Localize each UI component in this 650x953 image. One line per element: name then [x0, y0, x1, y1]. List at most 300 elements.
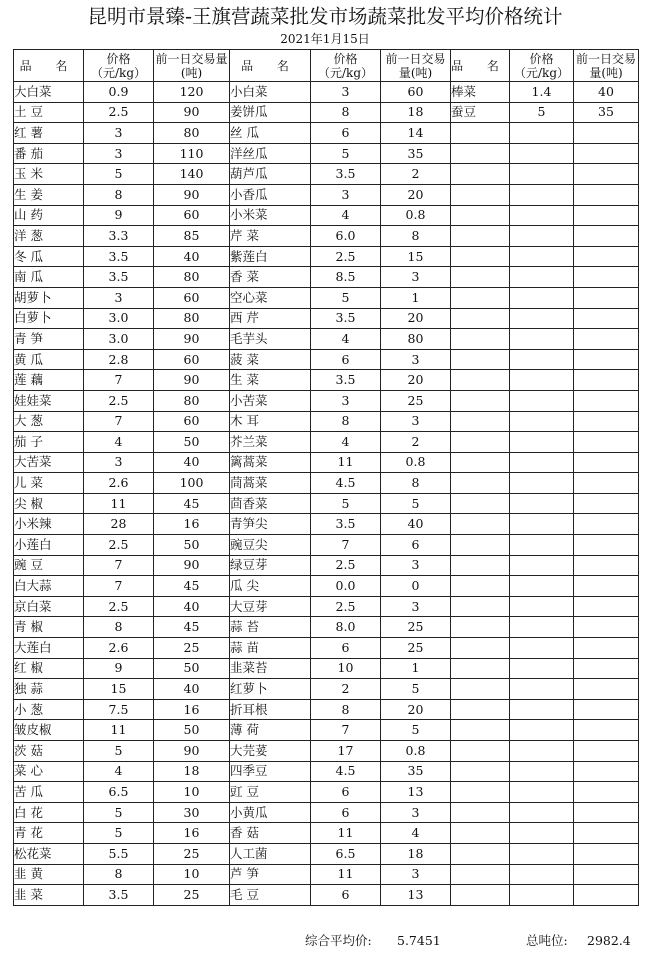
cell-price: 6: [311, 802, 381, 823]
cell-name: [451, 432, 510, 453]
cell-volume: [574, 658, 639, 679]
cell-volume: 90: [154, 555, 230, 576]
cell-volume: [574, 885, 639, 906]
cell-price: 4: [311, 329, 381, 350]
cell-name: 松花菜: [14, 843, 84, 864]
cell-price: [510, 452, 574, 473]
cell-price: 2.5: [311, 596, 381, 617]
cell-name: 玉 米: [14, 164, 84, 185]
table-row: [14, 699, 639, 720]
cell-name: 葫芦瓜: [230, 164, 311, 185]
cell-name: 篱蒿菜: [230, 452, 311, 473]
cell-name: [451, 287, 510, 308]
cell-name: 香 菇: [230, 823, 311, 844]
cell-name: [451, 246, 510, 267]
cell-price: 2.5: [84, 535, 154, 556]
cell-price: 2.5: [84, 596, 154, 617]
cell-volume: 2: [381, 432, 451, 453]
cell-volume: 1: [381, 658, 451, 679]
cell-name: 四季豆: [230, 761, 311, 782]
cell-price: 4.5: [311, 761, 381, 782]
cell-volume: 80: [154, 123, 230, 144]
header-volume: 前一日交易量(吨): [574, 50, 639, 82]
cell-volume: 35: [574, 102, 639, 123]
table-row: [14, 123, 639, 144]
cell-name: 番 茄: [14, 143, 84, 164]
cell-price: [510, 596, 574, 617]
table-row: [14, 473, 639, 494]
cell-price: 6: [311, 349, 381, 370]
cell-price: 6.0: [311, 226, 381, 247]
cell-name: 白大蒜: [14, 576, 84, 597]
cell-volume: 25: [154, 885, 230, 906]
cell-volume: [574, 679, 639, 700]
cell-name: 山 药: [14, 205, 84, 226]
cell-volume: 20: [381, 370, 451, 391]
table-row: [14, 782, 639, 803]
cell-volume: 90: [154, 741, 230, 762]
table-row: [14, 555, 639, 576]
cell-volume: [574, 432, 639, 453]
cell-price: [510, 493, 574, 514]
cell-name: 芹 菜: [230, 226, 311, 247]
table-row: [14, 596, 639, 617]
table-row: [14, 617, 639, 638]
cell-volume: 50: [154, 535, 230, 556]
table-row: [14, 535, 639, 556]
cell-name: [451, 535, 510, 556]
cell-price: 4: [84, 432, 154, 453]
cell-volume: 45: [154, 576, 230, 597]
cell-name: 折耳根: [230, 699, 311, 720]
table-row: [14, 164, 639, 185]
cell-volume: 20: [381, 184, 451, 205]
cell-volume: 8: [381, 226, 451, 247]
cell-price: 17: [311, 741, 381, 762]
cell-price: 3.5: [311, 164, 381, 185]
cell-volume: 35: [381, 761, 451, 782]
table-row: [14, 493, 639, 514]
cell-name: 豌豆尖: [230, 535, 311, 556]
table-row: [14, 761, 639, 782]
table-row: [14, 576, 639, 597]
cell-volume: 0: [381, 576, 451, 597]
cell-volume: 60: [381, 82, 451, 103]
cell-price: 2.8: [84, 349, 154, 370]
table-row: [14, 349, 639, 370]
cell-volume: [574, 287, 639, 308]
cell-volume: 40: [574, 82, 639, 103]
average-price-label: 综合平均价:: [305, 933, 372, 948]
cell-price: [510, 349, 574, 370]
cell-price: 5: [311, 143, 381, 164]
cell-volume: 0.8: [381, 205, 451, 226]
cell-price: 8.0: [311, 617, 381, 638]
cell-price: [510, 843, 574, 864]
table-row: [14, 143, 639, 164]
cell-volume: 8: [381, 473, 451, 494]
cell-name: 蒜 苔: [230, 617, 311, 638]
table-row: [14, 102, 639, 123]
cell-volume: 85: [154, 226, 230, 247]
cell-price: [510, 720, 574, 741]
cell-price: 3: [84, 287, 154, 308]
cell-price: 8: [84, 184, 154, 205]
cell-price: [510, 658, 574, 679]
page-title: 昆明市景臻-王旗营蔬菜批发市场蔬菜批发平均价格统计: [87, 5, 563, 28]
cell-name: [451, 205, 510, 226]
cell-volume: 3: [381, 411, 451, 432]
cell-name: 小香瓜: [230, 184, 311, 205]
header-price: 价格（元/kg）: [84, 50, 154, 82]
table-row: [14, 658, 639, 679]
cell-name: [451, 885, 510, 906]
cell-name: 青 椒: [14, 617, 84, 638]
cell-name: 小莲白: [14, 535, 84, 556]
cell-volume: [574, 473, 639, 494]
header-price: 价格（元/kg）: [510, 50, 574, 82]
cell-price: [510, 164, 574, 185]
cell-volume: [574, 617, 639, 638]
table-row: [14, 679, 639, 700]
cell-volume: [574, 761, 639, 782]
cell-name: [451, 699, 510, 720]
table-row: [14, 205, 639, 226]
cell-price: 6.5: [311, 843, 381, 864]
cell-volume: 140: [154, 164, 230, 185]
cell-price: 5: [311, 287, 381, 308]
cell-name: 生 姜: [14, 184, 84, 205]
cell-name: 蒜 苗: [230, 638, 311, 659]
table-row: [14, 823, 639, 844]
cell-volume: [574, 370, 639, 391]
cell-price: 2.6: [84, 473, 154, 494]
cell-name: 小黄瓜: [230, 802, 311, 823]
cell-name: [451, 555, 510, 576]
cell-price: 15: [84, 679, 154, 700]
cell-name: 冬 瓜: [14, 246, 84, 267]
cell-price: 3.5: [311, 370, 381, 391]
cell-price: [510, 679, 574, 700]
cell-volume: 5: [381, 720, 451, 741]
cell-volume: [574, 638, 639, 659]
cell-volume: 80: [154, 308, 230, 329]
cell-volume: 60: [154, 205, 230, 226]
cell-price: 11: [311, 452, 381, 473]
cell-price: [510, 823, 574, 844]
cell-price: 7: [84, 576, 154, 597]
cell-name: 大莲白: [14, 638, 84, 659]
cell-name: 南 瓜: [14, 267, 84, 288]
cell-price: [510, 432, 574, 453]
cell-name: 小苦菜: [230, 390, 311, 411]
cell-name: 青笋尖: [230, 514, 311, 535]
table-row: [14, 802, 639, 823]
cell-price: 7: [84, 370, 154, 391]
cell-name: 莲 藕: [14, 370, 84, 391]
cell-volume: [574, 699, 639, 720]
cell-name: [451, 761, 510, 782]
cell-name: [451, 164, 510, 185]
cell-volume: 50: [154, 432, 230, 453]
cell-price: 4: [311, 205, 381, 226]
cell-name: 菠 菜: [230, 349, 311, 370]
cell-price: [510, 226, 574, 247]
cell-price: 28: [84, 514, 154, 535]
cell-price: [510, 761, 574, 782]
price-table: [13, 49, 639, 906]
cell-name: [451, 658, 510, 679]
cell-price: 7.5: [84, 699, 154, 720]
cell-name: 茨 菇: [14, 741, 84, 762]
cell-price: [510, 205, 574, 226]
cell-price: [510, 287, 574, 308]
total-tonnage-label: 总吨位:: [526, 933, 568, 948]
cell-name: [451, 370, 510, 391]
cell-name: 皱皮椒: [14, 720, 84, 741]
cell-name: 大豆芽: [230, 596, 311, 617]
table-row: [14, 82, 639, 103]
cell-price: [510, 802, 574, 823]
cell-name: 人工菌: [230, 843, 311, 864]
cell-name: 茄 子: [14, 432, 84, 453]
cell-price: [510, 617, 574, 638]
cell-name: [451, 390, 510, 411]
cell-price: 3.0: [84, 329, 154, 350]
cell-price: [510, 411, 574, 432]
table-row: [14, 226, 639, 247]
cell-volume: 45: [154, 617, 230, 638]
cell-price: [510, 885, 574, 906]
cell-name: 蚕豆: [451, 102, 510, 123]
cell-price: 7: [84, 555, 154, 576]
cell-price: 5: [84, 823, 154, 844]
cell-price: 11: [311, 864, 381, 885]
cell-volume: 50: [154, 720, 230, 741]
cell-volume: 25: [381, 617, 451, 638]
cell-volume: 100: [154, 473, 230, 494]
cell-name: 土 豆: [14, 102, 84, 123]
cell-price: 8: [84, 617, 154, 638]
cell-name: [451, 638, 510, 659]
cell-name: [451, 493, 510, 514]
cell-price: 2.6: [84, 638, 154, 659]
cell-price: 6: [311, 123, 381, 144]
total-tonnage-value: 2982.4: [587, 933, 631, 948]
cell-price: 0.9: [84, 82, 154, 103]
cell-price: 2: [311, 679, 381, 700]
cell-name: 儿 菜: [14, 473, 84, 494]
cell-price: 11: [84, 493, 154, 514]
cell-name: [451, 720, 510, 741]
cell-price: 3.5: [84, 267, 154, 288]
cell-name: 木 耳: [230, 411, 311, 432]
cell-name: 空心菜: [230, 287, 311, 308]
table-header-row: [14, 50, 639, 82]
cell-price: 3: [84, 452, 154, 473]
cell-volume: 0.8: [381, 741, 451, 762]
cell-name: 韭 菜: [14, 885, 84, 906]
cell-price: 7: [311, 720, 381, 741]
cell-name: [451, 184, 510, 205]
cell-volume: [574, 267, 639, 288]
cell-price: 5: [84, 802, 154, 823]
cell-volume: [574, 741, 639, 762]
cell-name: 丝 瓜: [230, 123, 311, 144]
cell-price: 11: [84, 720, 154, 741]
cell-price: 5: [311, 493, 381, 514]
cell-name: 白萝卜: [14, 308, 84, 329]
table-row: [14, 885, 639, 906]
cell-name: 韭菜苔: [230, 658, 311, 679]
cell-volume: 20: [381, 699, 451, 720]
cell-name: 西 芹: [230, 308, 311, 329]
cell-volume: [574, 514, 639, 535]
cell-name: [451, 329, 510, 350]
cell-volume: 40: [154, 596, 230, 617]
cell-volume: [574, 329, 639, 350]
cell-volume: [574, 535, 639, 556]
cell-name: [451, 411, 510, 432]
cell-volume: 40: [154, 679, 230, 700]
cell-volume: 90: [154, 184, 230, 205]
cell-volume: 25: [154, 843, 230, 864]
cell-price: 9: [84, 205, 154, 226]
cell-name: 豇 豆: [230, 782, 311, 803]
cell-name: 小米辣: [14, 514, 84, 535]
table-row: [14, 864, 639, 885]
cell-volume: 2: [381, 164, 451, 185]
cell-volume: 4: [381, 823, 451, 844]
cell-price: 3.3: [84, 226, 154, 247]
header-name: 品 名: [451, 50, 510, 82]
cell-volume: 40: [154, 246, 230, 267]
table-row: [14, 452, 639, 473]
cell-name: 苦 瓜: [14, 782, 84, 803]
table-row: [14, 411, 639, 432]
cell-name: 大白菜: [14, 82, 84, 103]
cell-price: 4: [311, 432, 381, 453]
cell-name: 白 花: [14, 802, 84, 823]
table-row: [14, 514, 639, 535]
table-row: [14, 267, 639, 288]
cell-price: [510, 390, 574, 411]
table-row: [14, 184, 639, 205]
cell-price: 3.5: [311, 308, 381, 329]
cell-price: [510, 638, 574, 659]
cell-volume: 16: [154, 823, 230, 844]
cell-name: 毛芋头: [230, 329, 311, 350]
report-date: 2021年1月15日: [280, 32, 370, 46]
cell-name: [451, 864, 510, 885]
cell-price: 6.5: [84, 782, 154, 803]
cell-volume: 1: [381, 287, 451, 308]
cell-volume: 3: [381, 349, 451, 370]
cell-volume: [574, 493, 639, 514]
cell-name: [451, 473, 510, 494]
cell-price: [510, 329, 574, 350]
cell-name: 姜饼瓜: [230, 102, 311, 123]
cell-name: [451, 802, 510, 823]
cell-price: 3: [84, 143, 154, 164]
cell-volume: 90: [154, 329, 230, 350]
cell-name: 茴香菜: [230, 493, 311, 514]
cell-price: 2.5: [84, 102, 154, 123]
cell-price: 4: [84, 761, 154, 782]
cell-price: 8: [311, 411, 381, 432]
cell-volume: 25: [154, 638, 230, 659]
cell-volume: 35: [381, 143, 451, 164]
cell-name: [451, 514, 510, 535]
header-name: 品 名: [230, 50, 311, 82]
cell-name: 胡萝卜: [14, 287, 84, 308]
cell-volume: [574, 184, 639, 205]
cell-price: [510, 555, 574, 576]
cell-name: 紫莲白: [230, 246, 311, 267]
cell-name: 红萝卜: [230, 679, 311, 700]
cell-price: [510, 370, 574, 391]
table-row: [14, 308, 639, 329]
cell-volume: [574, 390, 639, 411]
table-row: [14, 741, 639, 762]
cell-volume: 50: [154, 658, 230, 679]
cell-name: 芥兰菜: [230, 432, 311, 453]
header-volume: 前一日交易量(吨): [155, 51, 228, 80]
cell-volume: 18: [381, 102, 451, 123]
cell-price: 1.4: [510, 82, 574, 103]
cell-name: [451, 823, 510, 844]
cell-name: 小白菜: [230, 82, 311, 103]
cell-volume: 13: [381, 782, 451, 803]
cell-volume: [574, 226, 639, 247]
cell-price: 4.5: [311, 473, 381, 494]
cell-price: 2.5: [311, 246, 381, 267]
cell-name: 大苦菜: [14, 452, 84, 473]
cell-volume: 80: [154, 267, 230, 288]
cell-price: 3: [311, 82, 381, 103]
cell-price: 5.5: [84, 843, 154, 864]
header-name: 品 名: [14, 50, 84, 82]
cell-price: 6: [311, 638, 381, 659]
cell-volume: 3: [381, 555, 451, 576]
table-row: [14, 390, 639, 411]
cell-volume: 60: [154, 349, 230, 370]
cell-volume: [574, 205, 639, 226]
table-row: [14, 246, 639, 267]
cell-price: [510, 514, 574, 535]
cell-price: [510, 184, 574, 205]
cell-price: 0.0: [311, 576, 381, 597]
cell-price: 8.5: [311, 267, 381, 288]
cell-volume: 25: [381, 638, 451, 659]
cell-volume: 15: [381, 246, 451, 267]
cell-volume: [574, 452, 639, 473]
cell-price: 5: [84, 164, 154, 185]
cell-volume: [574, 349, 639, 370]
cell-price: 3.5: [84, 246, 154, 267]
cell-volume: [574, 308, 639, 329]
cell-volume: 0.8: [381, 452, 451, 473]
cell-price: 3.0: [84, 308, 154, 329]
cell-name: 独 蒜: [14, 679, 84, 700]
cell-volume: 10: [154, 864, 230, 885]
cell-volume: 40: [154, 452, 230, 473]
cell-volume: [574, 246, 639, 267]
cell-name: 生 菜: [230, 370, 311, 391]
cell-name: 娃娃菜: [14, 390, 84, 411]
cell-volume: 80: [154, 390, 230, 411]
cell-volume: 25: [381, 390, 451, 411]
